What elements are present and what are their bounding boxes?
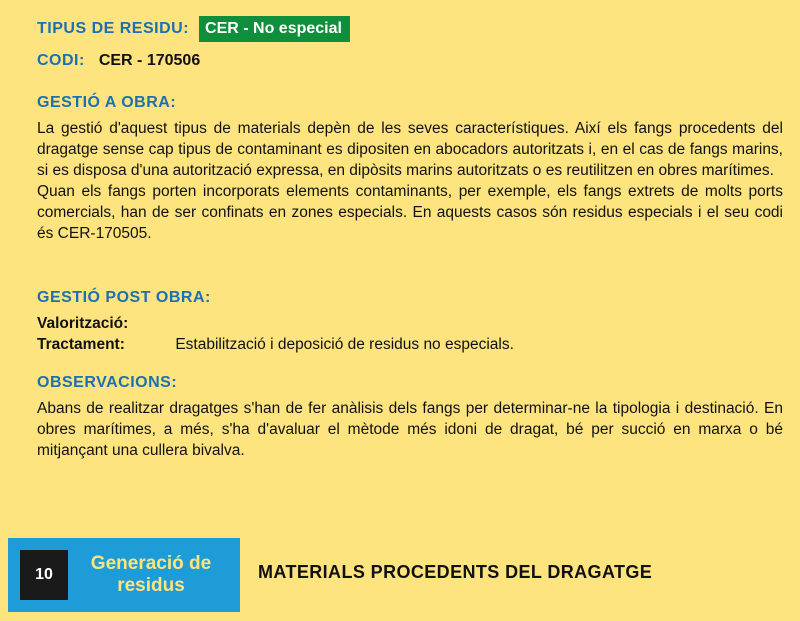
footer-section-line-2: residus bbox=[117, 575, 185, 596]
treatment-value: Estabilització i deposició de residus no especials. bbox=[175, 336, 514, 353]
observations-text: Abans de realitzar dragatges s'han de fer anàlisis dels fangs per determinar-ne la tipologia i destinació. En obres marítimes, a més, s'ha d'avaluar el mètode més idoni de dragat, bé per succió en marxa o bé mitjançant una cullera bivalva. bbox=[37, 400, 783, 459]
on-site-paragraph-2: Quan els fangs porten incorporats elements contaminants, per exemple, els fangs extrets de molts ports comercials, han de ser confinats en zones especials. En aquests casos són residus especials i el seu codi és CER-170505. bbox=[37, 183, 783, 242]
waste-type-row bbox=[37, 16, 350, 42]
post-site-heading: GESTIÓ POST OBRA: bbox=[37, 289, 211, 306]
treatment-label: Tractament: bbox=[37, 336, 125, 353]
footer-section-box bbox=[8, 538, 240, 612]
on-site-text bbox=[37, 118, 783, 244]
valorization-label: Valorització: bbox=[37, 315, 129, 332]
on-site-paragraph-1: La gestió d'aquest tipus de materials depèn de les seves característiques. Així els fangs procedents del dragatge sense cap tipus de contaminant es dipositen en abocadors autoritzats i, en el cas de fangs marins, si es disposa d'una autorització expressa, en dipòsits marins autoritzats o es reutilitzen en obres marítimes. bbox=[37, 120, 783, 179]
on-site-heading: GESTIÓ A OBRA: bbox=[37, 94, 177, 111]
code-value: CER - 170506 bbox=[98, 52, 201, 69]
page-number: 10 bbox=[20, 550, 68, 600]
code-row bbox=[37, 52, 200, 70]
footer-section-label bbox=[68, 553, 240, 597]
footer-section-line-1: Generació de bbox=[90, 553, 212, 574]
treatment-row bbox=[37, 334, 514, 355]
code-label: CODI: bbox=[37, 52, 85, 69]
valorization-row bbox=[37, 313, 171, 334]
footer-title: MATERIALS PROCEDENTS DEL DRAGATGE bbox=[258, 562, 653, 582]
observations-heading: OBSERVACIONS: bbox=[37, 374, 178, 391]
waste-type-label: TIPUS DE RESIDU: bbox=[37, 20, 190, 37]
waste-type-badge: CER - No especial bbox=[199, 16, 350, 42]
